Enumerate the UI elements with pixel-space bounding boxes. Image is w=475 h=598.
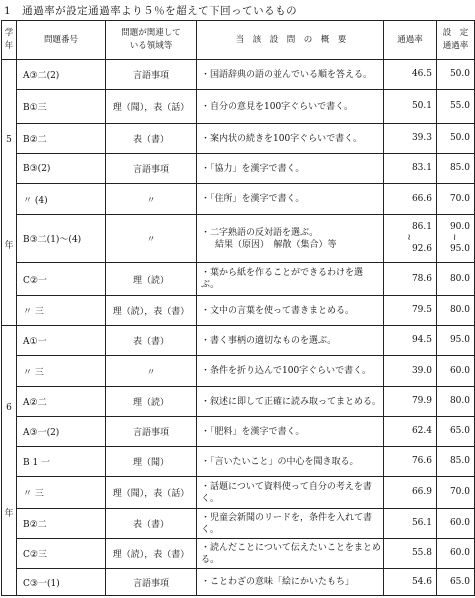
pass-rate-value: 62.4 <box>411 426 432 436</box>
table-row <box>2 447 475 477</box>
pass-rate-value: 66.6 <box>411 193 432 204</box>
related-area: 言語事項 <box>106 60 197 90</box>
target-rate-value: 60.0 <box>449 365 470 376</box>
question-summary <box>197 417 384 447</box>
question-number: C②一 <box>17 263 106 296</box>
question-number: B②二 <box>17 509 106 539</box>
target-rate-value: 90.0 <box>449 222 470 232</box>
target-rate-value: 70.0 <box>449 193 470 204</box>
table-row <box>2 215 475 263</box>
pass-rate-value: 76.6 <box>411 456 432 466</box>
pass-rate-value: 50.1 <box>411 101 432 111</box>
related-area: 言語事項 <box>106 569 197 596</box>
target-rate <box>437 569 475 596</box>
related-area: 表（書） <box>106 509 197 539</box>
pass-rate <box>384 569 437 596</box>
target-rate <box>437 184 475 215</box>
table-row <box>2 124 475 154</box>
pass-rate-value: 54.6 <box>411 576 432 587</box>
target-rate <box>437 90 475 124</box>
pass-rate <box>384 90 437 124</box>
table-row <box>2 417 475 447</box>
question-number: A①一 <box>17 326 106 356</box>
pass-rate <box>384 447 437 477</box>
target-rate-value: 65.0 <box>449 426 470 436</box>
table-row <box>2 356 475 387</box>
target-rate-value: 55.0 <box>449 101 470 111</box>
pass-rate <box>384 417 437 447</box>
pass-rate <box>384 477 437 509</box>
related-area: 表（書） <box>106 124 197 154</box>
table-row <box>2 569 475 596</box>
pass-rate-value: 39.0 <box>411 365 432 376</box>
table-row <box>2 539 475 569</box>
summary-line: ・ことわざの意味「絵にかいたもち」 <box>201 577 355 587</box>
summary-line: ・読んだことについて伝えたいことをまとめる。 <box>201 542 381 565</box>
pass-rate <box>384 326 437 356</box>
related-area: 言語事項 <box>106 417 197 447</box>
header-area-line-2: いる領域等 <box>129 41 173 51</box>
target-rate <box>437 417 475 447</box>
related-area: 理（読），表（書） <box>106 539 197 569</box>
question-summary <box>197 263 384 296</box>
question-summary <box>197 124 384 154</box>
header-grade-line-2: 年 <box>4 41 14 51</box>
target-rate <box>437 154 475 184</box>
pass-rate <box>384 215 437 263</box>
question-number: B③(2) <box>17 154 106 184</box>
header-area <box>106 21 197 60</box>
target-rate-value: 95.0 <box>449 244 470 254</box>
grade-label: 年 <box>4 508 14 519</box>
related-area: 言語事項 <box>106 154 197 184</box>
pass-rate <box>384 124 437 154</box>
pass-rate-value: 39.3 <box>411 133 432 143</box>
pass-rate-value: 94.5 <box>411 335 432 345</box>
pass-rate-value: 86.1 <box>411 222 432 232</box>
pass-rate <box>384 154 437 184</box>
pass-rate <box>384 539 437 569</box>
table-row <box>2 60 475 90</box>
summary-line: ・書く事柄の適切なものを選ぶ。 <box>201 335 337 346</box>
question-number: 〃 (4) <box>17 184 106 215</box>
related-area: 理（読） <box>106 387 197 417</box>
target-rate <box>437 387 475 417</box>
pass-rate-value: 66.9 <box>411 487 432 497</box>
table-row <box>2 184 475 215</box>
target-rate <box>437 477 475 509</box>
summary-line: ・文中の言葉を使って書きまとめる。 <box>201 305 355 316</box>
target-rate-value: 80.0 <box>449 273 470 284</box>
target-rate-value: 85.0 <box>449 456 470 466</box>
pass-rate <box>384 60 437 90</box>
target-rate <box>437 296 475 326</box>
target-rate-value: 70.0 <box>449 487 470 497</box>
table-row <box>2 387 475 417</box>
question-summary <box>197 215 384 263</box>
pass-rate <box>384 387 437 417</box>
target-rate-value: 85.0 <box>449 163 470 173</box>
summary-line: ・叙述に即して正確に読み取ってまとめる。 <box>201 396 382 407</box>
related-area: 〃 <box>106 356 197 387</box>
summary-line: ・話題について資料使って自分の考えを書く。 <box>201 481 372 504</box>
related-area: 理（聞），表（話） <box>106 90 197 124</box>
target-rate-value: 65.0 <box>449 576 470 587</box>
pass-rate-table <box>1 20 475 596</box>
grade-label: 年 <box>4 240 14 251</box>
question-summary <box>197 184 384 215</box>
section-heading: 1 通過率が設定通過率より５％を超えて下回っているもの <box>4 5 298 17</box>
target-rate-value: ≀ <box>452 233 457 243</box>
question-summary <box>197 477 384 509</box>
pass-rate <box>384 184 437 215</box>
pass-rate <box>384 296 437 326</box>
header-grade <box>2 21 17 60</box>
question-summary <box>197 154 384 184</box>
header-area-line-1: 問題が関連して <box>121 28 181 38</box>
pass-rate-value: ≀ <box>407 233 411 243</box>
question-summary <box>197 509 384 539</box>
related-area: 理（聞），表（話） <box>106 477 197 509</box>
question-number: A③二(2) <box>17 60 106 90</box>
header-description: 当 該 設 問 の 概 要 <box>197 21 384 60</box>
header-number: 問題番号 <box>17 21 106 60</box>
header-pass-rate: 通過率 <box>384 21 437 60</box>
target-rate <box>437 356 475 387</box>
summary-line: ・「住所」を漢字で書く。 <box>201 194 305 204</box>
pass-rate-value: 56.1 <box>411 518 432 528</box>
summary-line: ・条件を折り込んで100字ぐらいで書く。 <box>201 366 371 376</box>
pass-rate-value: 79.5 <box>411 305 432 315</box>
question-summary <box>197 539 384 569</box>
summary-line: ・葉から紙を作ることができるわけを選ぶ。 <box>201 268 364 290</box>
table-body <box>2 60 475 596</box>
target-rate-value: 80.0 <box>449 305 470 315</box>
pass-rate-value: 83.1 <box>411 163 432 173</box>
summary-line: ・「協力」を漢字で書く。 <box>201 163 305 174</box>
pass-rate-value: 55.8 <box>411 548 432 558</box>
question-number: 〃 三 <box>17 356 106 387</box>
target-rate <box>437 263 475 296</box>
summary-line: ・「肥料」を漢字で書く。 <box>201 426 305 437</box>
table-row <box>2 296 475 326</box>
question-number: B 1 一 <box>17 447 106 477</box>
summary-line: ・児童会新聞のリードを，条件を入れて書く。 <box>201 512 373 535</box>
related-area: 理（読） <box>106 263 197 296</box>
summary-line: ・国語辞典の語の並んでいる順を答える。 <box>201 69 373 80</box>
target-rate <box>437 215 475 263</box>
summary-line: ・二字熟語の反対語を選ぶ。 <box>201 227 319 238</box>
target-rate <box>437 326 475 356</box>
target-rate-value: 95.0 <box>449 335 470 345</box>
target-rate <box>437 539 475 569</box>
header-target-line-1: 設 定 <box>442 28 469 38</box>
question-summary <box>197 296 384 326</box>
target-rate-value: 50.0 <box>449 69 470 79</box>
question-number: 〃 三 <box>17 296 106 326</box>
target-rate <box>437 447 475 477</box>
pass-rate <box>384 356 437 387</box>
question-summary <box>197 60 384 90</box>
question-number: 〃 三 <box>17 477 106 509</box>
table-row <box>2 509 475 539</box>
table-header-row <box>2 21 475 60</box>
target-rate <box>437 124 475 154</box>
pass-rate <box>384 263 437 296</box>
table-row <box>2 263 475 296</box>
related-area: 理（読），表（書） <box>106 296 197 326</box>
table-row <box>2 477 475 509</box>
question-number: A③一(2) <box>17 417 106 447</box>
question-number: C③一(1) <box>17 569 106 596</box>
grade-label: 6 <box>6 402 12 413</box>
question-number: B②二 <box>17 124 106 154</box>
question-number: B①三 <box>17 90 106 124</box>
target-rate <box>437 509 475 539</box>
pass-rate-value: 79.9 <box>411 396 432 406</box>
summary-line: 結果（原因） 解散（集合）等 <box>215 239 337 250</box>
related-area: 理（聞） <box>106 447 197 477</box>
header-grade-line-1: 学 <box>4 28 14 38</box>
table-row <box>2 154 475 184</box>
header-target-rate <box>437 21 475 60</box>
pass-rate-value: 78.6 <box>411 273 432 284</box>
grade-cell <box>2 60 17 326</box>
question-summary <box>197 326 384 356</box>
target-rate-value: 60.0 <box>449 548 470 558</box>
grade-cell <box>2 326 17 596</box>
header-target-line-2: 通過率 <box>442 41 469 51</box>
question-summary <box>197 90 384 124</box>
question-number: B③二(1)～(4) <box>17 215 106 263</box>
related-area: 表（書） <box>106 326 197 356</box>
related-area: 〃 <box>106 184 197 215</box>
pass-rate <box>384 509 437 539</box>
question-summary <box>197 447 384 477</box>
pass-rate-value: 92.6 <box>411 244 432 254</box>
question-number: A②二 <box>17 387 106 417</box>
target-rate <box>437 60 475 90</box>
target-rate-value: 60.0 <box>449 518 470 528</box>
summary-line: ・自分の意見を100字ぐらいで書く。 <box>201 101 353 112</box>
related-area: 〃 <box>106 215 197 263</box>
grade-label: 5 <box>6 134 12 145</box>
summary-line: ・案内状の続きを100字ぐらいで書く。 <box>201 133 362 144</box>
target-rate-value: 80.0 <box>449 396 470 406</box>
target-rate-value: 50.0 <box>449 133 470 143</box>
question-summary <box>197 387 384 417</box>
table-row <box>2 90 475 124</box>
summary-line: ・「言いたいこと」の中心を聞き取る。 <box>201 456 359 467</box>
question-summary <box>197 356 384 387</box>
question-summary <box>197 569 384 596</box>
pass-rate-value: 46.5 <box>411 69 432 79</box>
table-row <box>2 326 475 356</box>
question-number: C②三 <box>17 539 106 569</box>
